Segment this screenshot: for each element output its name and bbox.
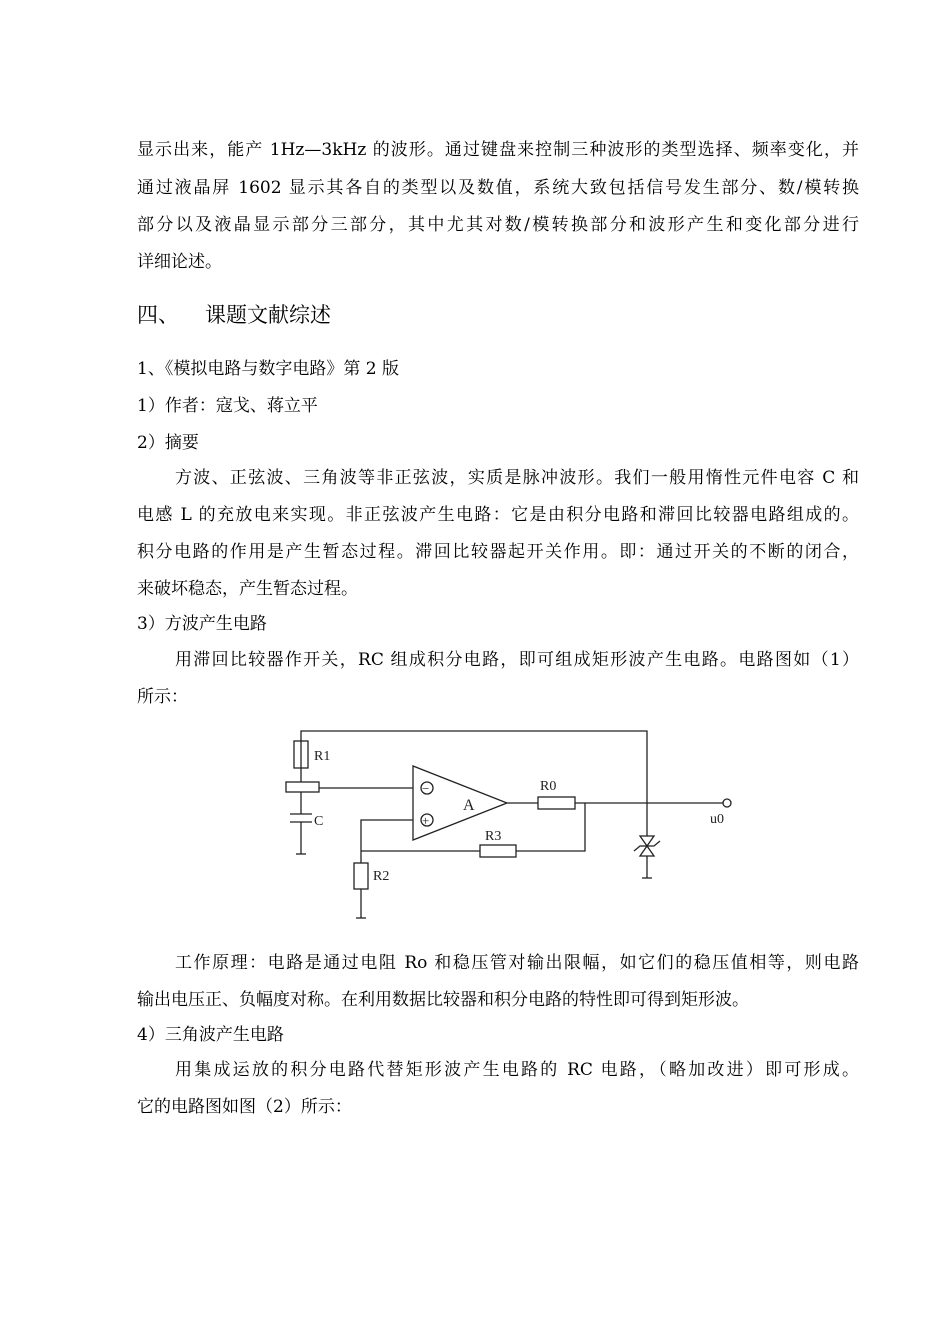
square-wave-circuit-diagram bbox=[270, 718, 750, 933]
zener-bar bbox=[634, 841, 660, 851]
abstract-line-4: 来破坏稳态，产生暂态过程。 bbox=[137, 579, 358, 599]
intro-line-3: 部分以及液晶显示部分三部分，其中尤其对数/模转换部分和波形产生和变化部分进行 bbox=[137, 215, 859, 235]
abstract-line-2: 电感 L 的充放电来实现。非正弦波产生电路：它是由积分电路和滞回比较器电路组成的。 bbox=[137, 505, 859, 525]
label-r3: R3 bbox=[485, 829, 502, 844]
zener-diode-bottom bbox=[640, 846, 654, 856]
abstract-line-1: 方波、正弦波、三角波等非正弦波，实质是脉冲波形。我们一般用惰性元件电容 C 和 bbox=[175, 468, 859, 488]
square-wave-label: 3）方波产生电路 bbox=[137, 614, 267, 634]
resistor-r0 bbox=[538, 797, 575, 809]
square-wave-line-2: 所示： bbox=[137, 687, 188, 707]
non-inverting-input-wire bbox=[361, 820, 413, 863]
section-number: 四、 bbox=[137, 303, 179, 327]
resistor-r3 bbox=[480, 845, 516, 857]
abstract-line-3: 积分电路的作用是产生暂态过程。滞回比较器起开关作用。即：通过开关的不断的闭合， bbox=[137, 542, 859, 562]
minus-sign: − bbox=[422, 781, 430, 796]
reference-author: 1）作者：寇戈、蒋立平 bbox=[137, 396, 318, 416]
zener-diode-top bbox=[640, 836, 654, 846]
triangle-wave-label: 4）三角波产生电路 bbox=[137, 1025, 284, 1045]
r3-feedback-wire bbox=[516, 803, 585, 851]
top-feedback-wire bbox=[301, 731, 647, 804]
principle-line-1: 工作原理：电路是通过电阻 Ro 和稳压管对输出限幅，如它们的稳压值相等，则电路 bbox=[175, 953, 859, 973]
square-wave-line-1: 用滞回比较器作开关，RC 组成积分电路，即可组成矩形波产生电路。电路图如（1） bbox=[175, 650, 859, 670]
principle-line-2: 输出电压正、负幅度对称。在利用数据比较器和积分电路的特性即可得到矩形波。 bbox=[137, 990, 749, 1010]
label-r2: R2 bbox=[373, 869, 390, 884]
label-c: C bbox=[314, 814, 324, 829]
section-heading bbox=[137, 301, 331, 329]
plus-sign: + bbox=[422, 813, 430, 828]
intro-line-1: 显示出来，能产 1Hz—3kHz 的波形。通过键盘来控制三种波形的类型选择、频率变化，并 bbox=[137, 140, 859, 160]
resistor-r2 bbox=[354, 863, 368, 889]
abstract-label: 2）摘要 bbox=[137, 433, 199, 453]
label-r0: R0 bbox=[540, 779, 557, 794]
reference-title: 1、《模拟电路与数字电路》第 2 版 bbox=[137, 359, 399, 379]
triangle-wave-line-1: 用集成运放的积分电路代替矩形波产生电路的 RC 电路，（略加改进）即可形成。 bbox=[175, 1060, 859, 1080]
label-r1: R1 bbox=[314, 749, 331, 764]
label-u0: u0 bbox=[710, 812, 724, 827]
intro-line-2: 通过液晶屏 1602 显示其各自的类型以及数值，系统大致包括信号发生部分、数/模转换 bbox=[137, 178, 859, 198]
output-terminal bbox=[723, 799, 731, 807]
section-title: 课题文献综述 bbox=[205, 303, 331, 327]
intro-line-4: 详细论述。 bbox=[137, 252, 222, 272]
triangle-wave-line-2: 它的电路图如图（2）所示： bbox=[137, 1097, 352, 1117]
node-block bbox=[286, 782, 319, 792]
amplifier-label: A bbox=[463, 797, 475, 814]
